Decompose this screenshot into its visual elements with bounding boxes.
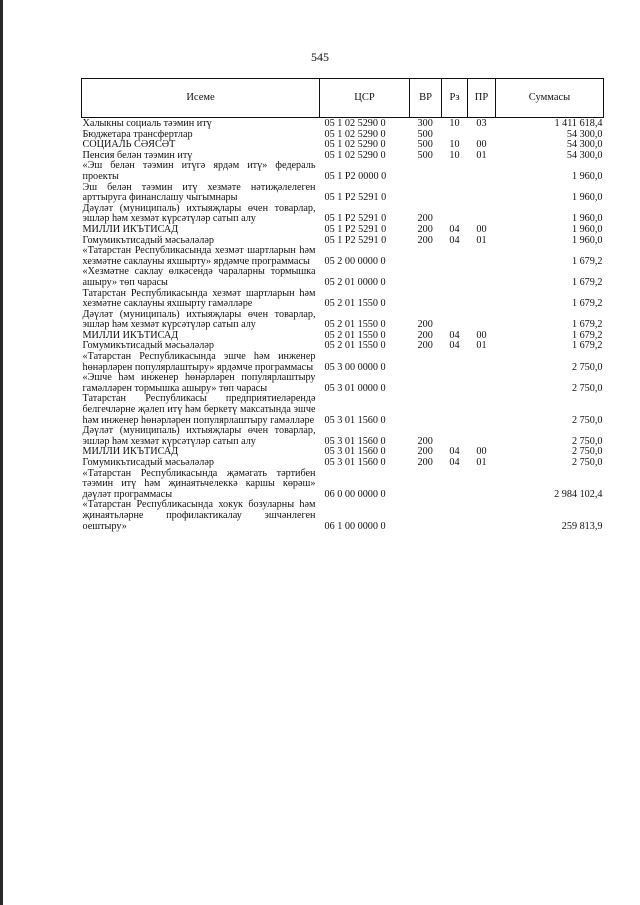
rz-cell: 10 xyxy=(449,118,460,129)
csr-cell: 05 1 02 5290 0 xyxy=(324,118,386,129)
pr-cell: 00 xyxy=(476,329,487,341)
sum-cell: 54 300,0 xyxy=(566,139,603,151)
csr-cell: 06 0 00 0000 0 xyxy=(324,488,386,500)
header-rz: Рз xyxy=(442,79,468,118)
table-row xyxy=(82,458,604,469)
vr-cell: 300 xyxy=(417,118,433,129)
pr-cell xyxy=(468,289,496,310)
vr-cell xyxy=(410,267,442,288)
pr-cell: 01 xyxy=(476,340,487,352)
sum-cell: 1 960,0 xyxy=(571,213,603,225)
vr-cell: 200 xyxy=(417,340,433,352)
name-cell: Гомумикътисадый мәсьәләләр xyxy=(82,457,214,468)
name-cell: Татарстан Республикасы предприятиеләрендә белгечләрне җәлеп итү һәм беркетү максатында эшче һәм инженер һөнәрләрен популярлаштыру гамәлләре xyxy=(82,393,316,426)
sum-cell: 1 679,2 xyxy=(571,319,603,331)
name-cell: МИЛЛИ ИКЪТИСАД xyxy=(82,329,179,341)
rz-cell xyxy=(442,310,468,331)
vr-cell: 200 xyxy=(417,457,433,468)
pr-cell: 01 xyxy=(476,457,487,468)
name-cell: Пенсия белән тәэмин итү xyxy=(82,149,193,161)
budget-table xyxy=(81,78,604,532)
pr-cell xyxy=(468,469,496,501)
pr-cell xyxy=(468,267,496,288)
rz-cell xyxy=(442,289,468,310)
name-cell: Гомумикътисадый мәсьәләләр xyxy=(82,340,214,352)
vr-cell: 500 xyxy=(417,139,433,151)
rz-cell xyxy=(442,204,468,225)
rz-cell: 04 xyxy=(449,457,460,468)
pr-cell xyxy=(468,373,496,394)
sum-cell: 1 960,0 xyxy=(571,234,603,246)
sum-cell: 1 960,0 xyxy=(571,192,603,204)
csr-cell: 05 1 02 5290 0 xyxy=(324,139,386,151)
sum-cell: 2 750,0 xyxy=(571,382,603,394)
table-row xyxy=(82,246,604,267)
rz-cell xyxy=(442,373,468,394)
rz-cell xyxy=(442,161,468,182)
vr-cell: 500 xyxy=(417,128,433,140)
sum-cell: 2 750,0 xyxy=(571,457,603,468)
sum-cell: 1 679,2 xyxy=(571,255,603,267)
csr-cell: 05 1 P2 5291 0 xyxy=(324,223,387,235)
rz-cell xyxy=(442,267,468,288)
vr-cell xyxy=(410,246,442,267)
name-cell: Гомумикътисадый мәсьәләләр xyxy=(82,234,214,246)
csr-cell: 06 1 00 0000 0 xyxy=(324,520,386,532)
vr-cell: 200 xyxy=(417,234,433,246)
csr-cell: 05 1 P2 5291 0 xyxy=(324,192,387,204)
pr-cell: 00 xyxy=(476,223,487,235)
rz-cell xyxy=(442,183,468,204)
header-name: Исеме xyxy=(82,79,320,118)
pr-cell xyxy=(468,204,496,225)
pr-cell xyxy=(468,394,496,426)
table-row xyxy=(82,373,604,394)
vr-cell: 500 xyxy=(417,149,433,161)
csr-cell: 05 1 P2 0000 0 xyxy=(324,170,387,182)
name-cell: «Эшче һәм инженер һөнәрләрен популярлаштыру гамәлләрен тормышка ашыру» төп чарасы xyxy=(82,372,316,394)
name-cell: «Татарстан Республикасында хокук бозуларны һәм җинаятьләрне профилактикалау эшчәнлеген оештыру» xyxy=(82,499,316,532)
csr-cell: 05 2 01 1550 0 xyxy=(324,329,386,341)
csr-cell: 05 1 02 5290 0 xyxy=(324,149,386,161)
csr-cell: 05 2 01 1550 0 xyxy=(324,340,386,352)
table-row xyxy=(82,161,604,182)
name-cell: Татарстан Республикасында хезмәт шартларын һәм хезмәтне саклауны яхшырту гамәлләре xyxy=(82,287,316,310)
vr-cell xyxy=(410,373,442,394)
table-row xyxy=(82,267,604,288)
table-body xyxy=(82,118,604,533)
table-row xyxy=(82,500,604,532)
rz-cell xyxy=(442,500,468,532)
header-pr: ПР xyxy=(468,79,496,118)
table-row xyxy=(82,289,604,310)
table-row xyxy=(82,469,604,501)
vr-cell: 200 xyxy=(417,213,433,225)
sum-cell: 1 960,0 xyxy=(571,223,603,235)
table-row xyxy=(82,394,604,426)
rz-cell xyxy=(442,394,468,426)
sum-cell: 54 300,0 xyxy=(566,149,603,161)
csr-cell: 05 2 00 0000 0 xyxy=(324,255,386,267)
table-row xyxy=(82,352,604,373)
pr-cell xyxy=(468,500,496,532)
name-cell: Эш белән тәэмин итү хезмәте нәтиҗәлелеген арттыруга финанслашу чыгымнары xyxy=(82,181,316,204)
pr-cell: 00 xyxy=(476,139,487,151)
name-cell: Бюджетара трансфертлар xyxy=(82,128,193,140)
pr-cell: 00 xyxy=(476,446,487,458)
sum-cell: 2 750,0 xyxy=(571,446,603,458)
vr-cell: 200 xyxy=(417,329,433,341)
name-cell: «Татарстан Республикасында хезмәт шартларын һәм хезмәтне саклауны яхшырту» ярдәмче программасы xyxy=(82,245,316,267)
rz-cell xyxy=(442,426,468,447)
vr-cell: 200 xyxy=(417,319,433,331)
vr-cell xyxy=(410,352,442,373)
vr-cell: 200 xyxy=(417,435,433,447)
name-cell: Дәүләт (муниципаль) ихтыяҗлары өчен товарлар, эшләр һәм хезмәт күрсәтүләр сатып алу xyxy=(82,308,316,331)
csr-cell: 05 2 01 0000 0 xyxy=(324,276,386,288)
csr-cell: 05 3 01 1560 0 xyxy=(324,414,386,426)
sum-cell: 2 750,0 xyxy=(571,435,603,447)
header-vr: ВР xyxy=(410,79,442,118)
vr-cell xyxy=(410,469,442,501)
name-cell: Халыкны социаль тәэмин итү xyxy=(82,118,212,129)
name-cell: СОЦИАЛЬ СӘЯСӘТ xyxy=(82,139,176,151)
name-cell: «Хезмәтне саклау өлкәсендә чараларны тормышка ашыру» төп чарасы xyxy=(82,266,316,288)
sum-cell: 2 750,0 xyxy=(571,414,603,426)
sum-cell: 1 679,2 xyxy=(571,276,603,288)
table-row xyxy=(82,204,604,225)
rz-cell: 04 xyxy=(449,234,460,246)
rz-cell: 04 xyxy=(449,223,460,235)
rz-cell xyxy=(442,246,468,267)
csr-cell: 05 3 00 0000 0 xyxy=(324,361,386,373)
pr-cell: 01 xyxy=(476,234,487,246)
csr-cell: 05 3 01 1560 0 xyxy=(324,457,386,468)
csr-cell: 05 2 01 1550 0 xyxy=(324,298,386,310)
csr-cell: 05 1 P2 5291 0 xyxy=(324,213,387,225)
sum-cell: 1 411 618,4 xyxy=(554,118,603,129)
name-cell: Дәүләт (муниципаль) ихтыяҗлары өчен товарлар, эшләр һәм хезмәт күрсәтүләр сатып алу xyxy=(82,202,316,225)
vr-cell xyxy=(410,161,442,182)
vr-cell xyxy=(410,289,442,310)
vr-cell xyxy=(410,500,442,532)
pr-cell xyxy=(468,246,496,267)
pr-cell xyxy=(468,183,496,204)
name-cell: Дәүләт (муниципаль) ихтыяҗлары өчен товарлар, эшләр һәм хезмәт күрсәтүләр сатып алу xyxy=(82,425,316,447)
sum-cell: 1 679,2 xyxy=(571,329,603,341)
rz-cell: 04 xyxy=(449,329,460,341)
vr-cell xyxy=(410,183,442,204)
pr-cell xyxy=(468,310,496,331)
pr-cell: 03 xyxy=(476,118,487,129)
scan-left-edge xyxy=(0,0,3,905)
sum-cell: 2 984 102,4 xyxy=(554,488,603,500)
sum-cell: 259 813,9 xyxy=(561,520,603,532)
csr-cell: 05 1 02 5290 0 xyxy=(324,128,386,140)
csr-cell: 05 1 P2 5291 0 xyxy=(324,234,387,246)
pr-cell: 01 xyxy=(476,149,487,161)
name-cell: «Татарстан Республикасында җәмәгать тәртибен тәэмин итү һәм җинаятьчелеккә каршы көрәш» дәүләт программасы xyxy=(82,467,316,500)
csr-cell: 05 3 01 0000 0 xyxy=(324,382,386,394)
sum-cell: 2 750,0 xyxy=(571,361,603,373)
rz-cell: 04 xyxy=(449,446,460,458)
rz-cell: 10 xyxy=(449,139,460,151)
rz-cell xyxy=(442,352,468,373)
header-csr: ЦСР xyxy=(320,79,410,118)
sum-cell: 54 300,0 xyxy=(566,128,603,140)
name-cell: «Эш белән тәэмин итүгә ярдәм итү» федераль проекты xyxy=(82,160,316,182)
pr-cell xyxy=(468,426,496,447)
table-row xyxy=(82,225,604,236)
vr-cell xyxy=(410,394,442,426)
name-cell: МИЛЛИ ИКЪТИСАД xyxy=(82,223,179,235)
sum-cell: 1 960,0 xyxy=(571,170,603,182)
name-cell: МИЛЛИ ИКЪТИСАД xyxy=(82,446,179,458)
header-sum: Суммасы xyxy=(496,79,604,118)
csr-cell: 05 3 01 1560 0 xyxy=(324,446,386,458)
rz-cell: 10 xyxy=(449,149,460,161)
sum-cell: 1 679,2 xyxy=(571,298,603,310)
rz-cell: 04 xyxy=(449,340,460,352)
table-header-row xyxy=(82,79,604,118)
vr-cell: 200 xyxy=(417,223,433,235)
pr-cell xyxy=(468,161,496,182)
vr-cell: 200 xyxy=(417,446,433,458)
csr-cell: 05 3 01 1560 0 xyxy=(324,435,386,447)
page-number: 545 xyxy=(311,50,329,64)
sum-cell: 1 679,2 xyxy=(571,340,603,352)
csr-cell: 05 2 01 1550 0 xyxy=(324,319,386,331)
table-row xyxy=(82,426,604,447)
rz-cell xyxy=(442,469,468,501)
table-row xyxy=(82,310,604,331)
table-row xyxy=(82,183,604,204)
table-row xyxy=(82,118,604,130)
pr-cell xyxy=(468,352,496,373)
name-cell: «Татарстан Республикасында эшче һәм инженер һөнәрләрен популярлаштыру» ярдәмче программасы xyxy=(82,351,316,373)
